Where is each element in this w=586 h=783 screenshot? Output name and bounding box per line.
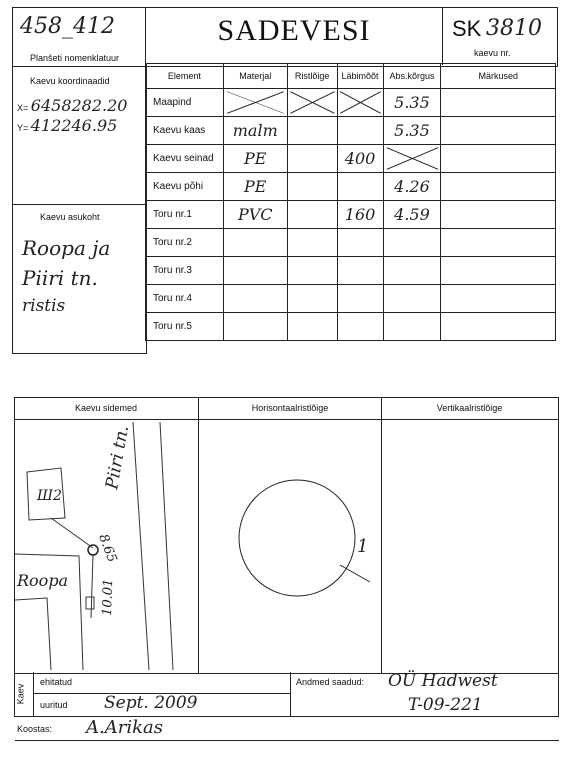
table-row <box>146 201 556 229</box>
cell-note <box>441 201 556 229</box>
cell-element: Toru nr.5 <box>146 313 224 341</box>
sketch-col-3-title: Vertikaalristlõige <box>436 403 503 413</box>
cell-diameter <box>337 117 383 145</box>
cell-height: 5.35 <box>383 117 441 145</box>
sketch-col-1-title: Kaevu sidemed <box>74 403 138 413</box>
table-row <box>146 145 556 173</box>
building-label: Ш2 <box>37 488 62 504</box>
cell-cross <box>287 117 337 145</box>
cell-cross <box>287 173 337 201</box>
well-table <box>145 63 556 341</box>
cell-diameter: 160 <box>337 201 383 229</box>
pipe-number: 1 <box>357 536 369 557</box>
location-sketch <box>15 420 198 672</box>
footer-mid-divider <box>290 672 291 717</box>
nomenclature-label: Planšeti nomenklatuur <box>30 53 120 63</box>
table-row <box>146 89 556 117</box>
table-row <box>146 285 556 313</box>
coords-y-prefix: Y= <box>17 123 29 133</box>
cell-diameter-crossed <box>337 89 383 117</box>
nomenclature-value: 458_412 <box>20 14 115 39</box>
coords-y <box>17 116 117 135</box>
cell-element: Maapind <box>146 89 224 117</box>
uuritud-value: Sept. 2009 <box>104 693 198 713</box>
table-header-row <box>146 64 556 89</box>
cell-height-crossed <box>383 145 441 173</box>
cell-material: PE <box>223 173 287 201</box>
location-line-3: ristis <box>22 296 66 316</box>
sketch-col-2-title: Horisontaalristlõige <box>251 403 329 413</box>
coords-label: Kaevu koordinaadid <box>30 76 110 86</box>
cell-diameter: 400 <box>337 145 383 173</box>
sk-number: 3810 <box>486 16 542 41</box>
well-circle <box>239 480 355 596</box>
table-row <box>146 173 556 201</box>
location-line-1: Roopa ja <box>22 236 111 260</box>
cell-note <box>441 173 556 201</box>
measure-line <box>51 518 93 548</box>
horizontal-section <box>199 420 381 672</box>
cell-material: malm <box>223 117 287 145</box>
location-line-2: Piiri tn. <box>22 266 98 290</box>
header-divider-right <box>442 7 443 65</box>
table-row <box>146 229 556 257</box>
cross-out-mark <box>384 145 441 172</box>
cell-element: Kaevu seinad <box>146 145 224 173</box>
cell-height: 5.35 <box>383 89 441 117</box>
koostas-line <box>15 740 559 741</box>
col-header-note: Märkused <box>441 64 556 89</box>
col-header-element: Element <box>146 64 224 89</box>
pipe-marker <box>86 597 94 609</box>
cell-element: Toru nr.3 <box>146 257 224 285</box>
ehitatud-label: ehitatud <box>40 677 73 687</box>
cell-material-crossed <box>223 89 287 117</box>
cell-diameter <box>337 173 383 201</box>
road-edge-line <box>160 422 173 670</box>
col-header-cross: Ristlõige <box>287 64 337 89</box>
koostas-value: A.Arikas <box>86 717 163 738</box>
cell-note <box>441 89 556 117</box>
cell-element: Toru nr.4 <box>146 285 224 313</box>
cell-height: 4.26 <box>383 173 441 201</box>
street-label-piiri: Piiri tn. <box>102 423 134 491</box>
koostas-label: Koostas: <box>17 724 53 734</box>
road-edge-line <box>15 598 51 670</box>
kaev-label: Kaev <box>15 683 26 705</box>
location-label: Kaevu asukoht <box>40 212 100 222</box>
andmed-label: Andmed saadud: <box>296 677 365 687</box>
sk-prefix: SK <box>452 16 482 41</box>
cross-out-mark <box>224 89 287 116</box>
col-header-height: Abs.kõrgus <box>383 64 441 89</box>
uuritud-label: uuritud <box>40 700 68 710</box>
distance-label-2: 10.01 <box>100 578 117 617</box>
cell-element: Kaevu põhi <box>146 173 224 201</box>
well-symbol <box>88 545 98 555</box>
sketch-divider-2 <box>381 397 382 673</box>
table-row <box>146 313 556 341</box>
cell-cross <box>287 201 337 229</box>
street-label-roopa: Roopa <box>17 571 69 590</box>
pipe-line <box>340 565 370 582</box>
cross-out-mark <box>288 89 337 116</box>
col-header-diameter: Läbimõõt <box>337 64 383 89</box>
cell-cross-crossed <box>287 89 337 117</box>
andmed-value-2: T-09-221 <box>408 695 483 715</box>
cell-material: PVC <box>223 201 287 229</box>
cell-element: Kaevu kaas <box>146 117 224 145</box>
coords-x-prefix: X= <box>17 103 29 113</box>
coords-y-value: 412246.95 <box>30 116 118 135</box>
table-row <box>146 117 556 145</box>
cell-element: Toru nr.1 <box>146 201 224 229</box>
table-row <box>146 257 556 285</box>
col-header-material: Materjal <box>223 64 287 89</box>
footer-kaev-divider <box>33 672 34 717</box>
page-title: SADEVESI <box>217 14 371 47</box>
coords-x-value: 6458282.20 <box>30 96 128 115</box>
cell-note <box>441 145 556 173</box>
cell-cross <box>287 145 337 173</box>
cell-element: Toru nr.2 <box>146 229 224 257</box>
cell-material: PE <box>223 145 287 173</box>
cell-note <box>441 117 556 145</box>
coords-x <box>17 96 127 115</box>
sk-label: kaevu nr. <box>474 48 511 58</box>
distance-label-1: 8.65 <box>95 532 120 565</box>
cell-height: 4.59 <box>383 201 441 229</box>
road-edge-line <box>133 422 149 670</box>
andmed-value-1: OÜ Hadwest <box>388 671 498 691</box>
cross-out-mark <box>338 89 383 116</box>
